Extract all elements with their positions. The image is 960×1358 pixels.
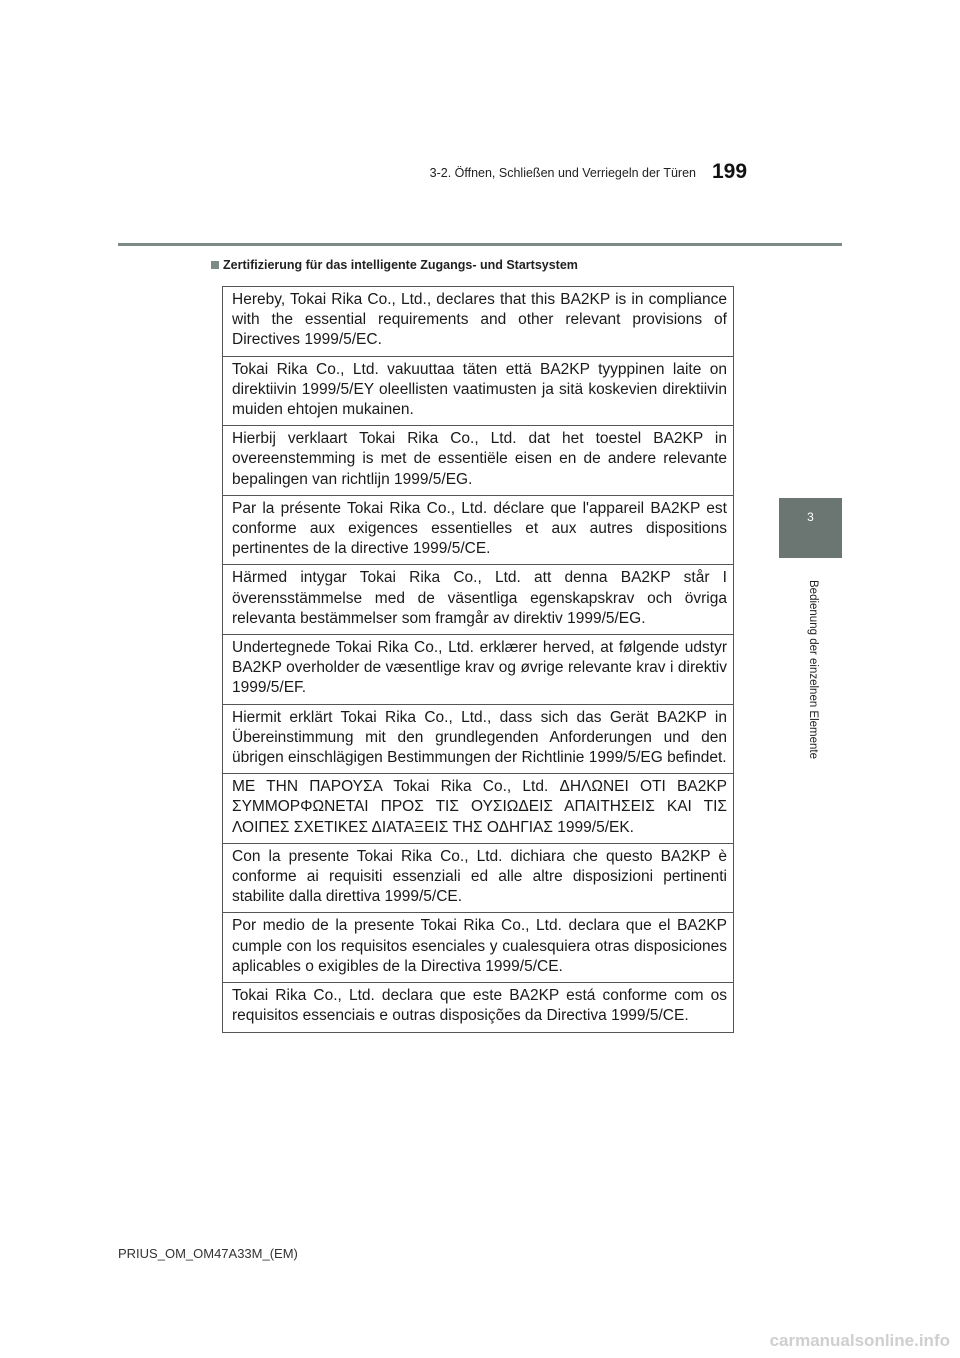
- certification-spanish: Por medio de la presente Tokai Rika Co., Ltd. declara que el BA2KP cumple con los requisitos esenciales y cualesquiera otras disposiciones aplicables o exigibles de la Directiva 1999/5/CE.: [223, 912, 733, 982]
- page-number: 199: [712, 160, 748, 183]
- certification-french: Par la présente Tokai Rika Co., Ltd. déclare que l'appareil BA2KP est conforme aux exigences essentielles et aux autres dispositions pertinentes de la directive 1999/5/CE.: [223, 495, 733, 565]
- footer-document-id: PRIUS_OM_OM47A33M_(EM): [118, 1246, 298, 1261]
- certification-italian: Con la presente Tokai Rika Co., Ltd. dichiara che questo BA2KP è conforme ai requisiti essenziali ed alle altre disposizioni pertinenti stabilite dalla direttiva 1999/5/CE.: [223, 843, 733, 913]
- chapter-number: 3: [807, 510, 814, 524]
- certification-german: Hiermit erklärt Tokai Rika Co., Ltd., dass sich das Gerät BA2KP in Übereinstimmung mit den grundlegenden Anforderungen und den übrigen einschlägigen Bestimmungen der Richtlinie 1999/5/EG befindet.: [223, 704, 733, 774]
- certification-finnish: Tokai Rika Co., Ltd. vakuuttaa täten että BA2KP tyyppinen laite on direktiivin 1999/5/EY oleellisten vaatimusten ja sitä koskevien direktiivin muiden ehtojen mukainen.: [223, 356, 733, 426]
- section-heading-text: Zertifizierung für das intelligente Zugangs- und Startsystem: [223, 258, 578, 272]
- certification-portuguese: Tokai Rika Co., Ltd. declara que este BA2KP está conforme com os requisitos essenciais e outras disposições da Directiva 1999/5/CE.: [223, 982, 733, 1031]
- section-heading: [211, 258, 578, 272]
- certification-english: Hereby, Tokai Rika Co., Ltd., declares that this BA2KP is in compliance with the essential requirements and other relevant provisions of Directives 1999/5/EC.: [232, 291, 727, 349]
- chapter-title: Bedienung der einzelnen Elemente: [807, 580, 819, 760]
- certification-greek: ΜΕ ΤΗΝ ΠΑΡΟΥΣΑ Tokai Rika Co., Ltd. ΔΗΛΩΝΕΙ ΟΤΙ BA2KP ΣΥΜΜΟΡΦΩΝΕΤΑΙ ΠΡΟΣ ΤΙΣ ΟΥΣΙΩΔΕΙΣ ΑΠΑΙΤΗΣΕΙΣ ΚΑΙ ΤΙΣ ΛΟΙΠΕΣ ΣΧΕΤΙΚΕΣ ΔΙΑΤΑΞΕΙΣ ΤΗΣ ΟΔΗΓΙΑΣ 1999/5/ΕΚ.: [223, 773, 733, 843]
- bullet-square-icon: [211, 261, 219, 269]
- chapter-tab: [779, 498, 842, 558]
- certification-table: [222, 286, 734, 1033]
- header-divider: [118, 243, 842, 246]
- certification-swedish: Härmed intygar Tokai Rika Co., Ltd. att denna BA2KP står I överensstämmelse med de väsentliga egenskapskrav och övriga relevanta bestämmelser som framgår av direktiv 1999/5/EG.: [223, 564, 733, 634]
- watermark-text: carmanualsonline.info: [769, 1331, 950, 1350]
- certification-danish: Undertegnede Tokai Rika Co., Ltd. erklærer herved, at følgende udstyr BA2KP overholder de væsentlige krav og øvrige relevante krav i direktiv 1999/5/EF.: [223, 634, 733, 704]
- certification-dutch: Hierbij verklaart Tokai Rika Co., Ltd. dat het toestel BA2KP in overeenstemming is met de essentiële eisen en de andere relevante bepalingen van richtlijn 1999/5/EG.: [223, 425, 733, 495]
- header-section-title: 3-2. Öffnen, Schließen und Verriegeln der Türen: [429, 166, 696, 180]
